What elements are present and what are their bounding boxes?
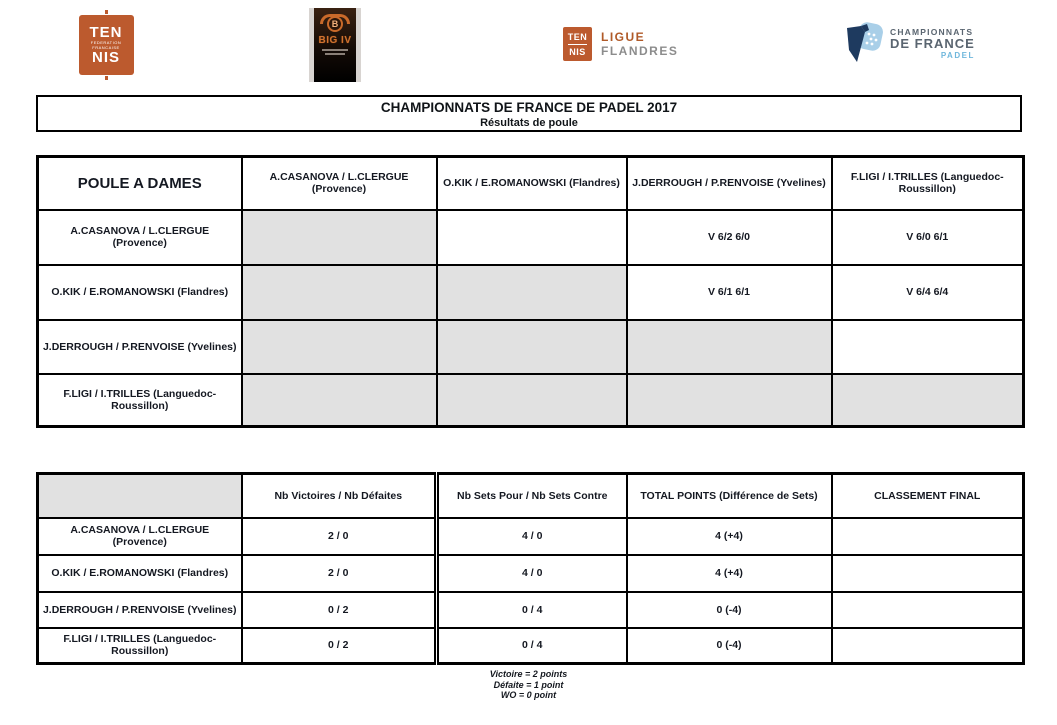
standings-victories-cell: 2 / 0 xyxy=(242,555,437,592)
ligue-flandres-logo xyxy=(563,27,678,61)
cdf-line3: PADEL xyxy=(940,50,975,60)
standings-row-header: F.LIGI / I.TRILLES (Languedoc-Roussillon) xyxy=(38,628,242,664)
pool-result-cell xyxy=(437,210,627,265)
standings-sets-cell: 4 / 0 xyxy=(437,555,627,592)
pool-result-cell xyxy=(832,374,1024,427)
pool-title-cell: POULE A DAMES xyxy=(38,157,242,210)
standings-victories-cell: 2 / 0 xyxy=(242,518,437,555)
pool-col-header: A.CASANOVA / L.CLERGUE (Provence) xyxy=(242,157,437,210)
standings-col-header: Nb Victoires / Nb Défaites xyxy=(242,474,437,518)
pool-result-cell xyxy=(242,374,437,427)
legend-victoire: Victoire = 2 points xyxy=(489,669,568,679)
flandres-tennis-icon xyxy=(563,27,592,61)
standings-row-header: J.DERROUGH / P.RENVOISE (Yvelines) xyxy=(38,592,242,628)
padel-racket-icon xyxy=(845,22,885,64)
fft-federation-text: FEDERATION xyxy=(90,40,122,45)
fft-nis-text: NIS xyxy=(91,49,120,66)
big-iv-name: BIG IV xyxy=(318,35,352,46)
standings-col-header: CLASSEMENT FINAL xyxy=(832,474,1024,518)
cdf-line1: CHAMPIONNATS xyxy=(890,26,974,37)
pool-col-header: F.LIGI / I.TRILLES (Languedoc-Roussillon) xyxy=(832,157,1024,210)
standings-table xyxy=(36,472,1025,665)
standings-rank-cell xyxy=(832,592,1024,628)
pool-result-cell xyxy=(437,265,627,320)
legend-defaite: Défaite = 1 point xyxy=(493,679,564,690)
pool-result-cell xyxy=(437,320,627,374)
standings-points-cell: 4 (+4) xyxy=(627,555,832,592)
pool-result-cell: V 6/4 6/4 xyxy=(832,265,1024,320)
cdf-line2: DE FRANCE xyxy=(890,35,975,51)
pool-col-header: O.KIK / E.ROMANOWSKI (Flandres) xyxy=(437,157,627,210)
standings-col-header: TOTAL POINTS (Différence de Sets) xyxy=(627,474,832,518)
standings-victories-cell: 0 / 2 xyxy=(242,592,437,628)
championnats-wordmark xyxy=(890,27,975,60)
pool-result-cell: V 6/2 6/0 xyxy=(627,210,832,265)
pool-results-table xyxy=(36,155,1025,428)
standings-col-header: Nb Sets Pour / Nb Sets Contre xyxy=(437,474,627,518)
pool-col-header: J.DERROUGH / P.RENVOISE (Yvelines) xyxy=(627,157,832,210)
document-title-box xyxy=(36,95,1022,132)
flandres-divider xyxy=(568,44,587,45)
pool-row-header: F.LIGI / I.TRILLES (Languedoc-Roussillon) xyxy=(38,374,242,427)
standings-sets-cell: 0 / 4 xyxy=(437,592,627,628)
big-iv-panel xyxy=(314,8,356,82)
pool-result-cell: V 6/1 6/1 xyxy=(627,265,832,320)
fft-francaise-text: FRANCAISE xyxy=(92,45,120,50)
pool-result-cell xyxy=(832,320,1024,374)
fft-logo-box xyxy=(79,15,134,75)
flandres-wordmark xyxy=(601,30,678,58)
standings-row-header: O.KIK / E.ROMANOWSKI (Flandres) xyxy=(38,555,242,592)
pool-row-header: A.CASANOVA / L.CLERGUE (Provence) xyxy=(38,210,242,265)
scoring-legend xyxy=(0,669,1057,701)
standings-points-cell: 0 (-4) xyxy=(627,628,832,664)
fft-tick-bottom-icon xyxy=(105,76,108,80)
document-subtitle: Résultats de poule xyxy=(480,117,578,129)
pool-result-cell xyxy=(437,374,627,427)
standings-rank-cell xyxy=(832,628,1024,664)
pool-result-cell xyxy=(627,320,832,374)
big-iv-smallprint xyxy=(322,49,348,55)
flandres-nis-text: NIS xyxy=(569,46,586,57)
standings-row-header: A.CASANOVA / L.CLERGUE (Provence) xyxy=(38,518,242,555)
standings-rank-cell xyxy=(832,518,1024,555)
pool-row-header: O.KIK / E.ROMANOWSKI (Flandres) xyxy=(38,265,242,320)
fft-tennis-logo xyxy=(78,10,134,80)
pool-result-cell xyxy=(627,374,832,427)
legend-wo: WO = 0 point xyxy=(500,690,557,700)
pool-result-cell xyxy=(242,320,437,374)
pool-result-cell: V 6/0 6/1 xyxy=(832,210,1024,265)
standings-points-cell: 0 (-4) xyxy=(627,592,832,628)
standings-victories-cell: 0 / 2 xyxy=(242,628,437,664)
document-title: CHAMPIONNATS DE FRANCE DE PADEL 2017 xyxy=(380,100,678,115)
flandres-ligue-text: LIGUE xyxy=(601,30,646,44)
pool-row-header: J.DERROUGH / P.RENVOISE (Yvelines) xyxy=(38,320,242,374)
standings-points-cell: 4 (+4) xyxy=(627,518,832,555)
standings-sets-cell: 4 / 0 xyxy=(437,518,627,555)
flandres-ten-text: TEN xyxy=(567,31,588,42)
big-iv-logo xyxy=(309,8,361,82)
standings-rank-cell xyxy=(832,555,1024,592)
fft-tick-top-icon xyxy=(105,10,108,14)
pool-result-cell xyxy=(242,265,437,320)
standings-corner-cell xyxy=(38,474,242,518)
big-iv-emblem-icon: B xyxy=(327,16,343,32)
pool-result-cell xyxy=(242,210,437,265)
standings-sets-cell: 0 / 4 xyxy=(437,628,627,664)
championnats-padel-logo xyxy=(845,22,975,64)
flandres-flandres-text: FLANDRES xyxy=(601,44,679,58)
fft-ten-text: TEN xyxy=(89,24,123,41)
